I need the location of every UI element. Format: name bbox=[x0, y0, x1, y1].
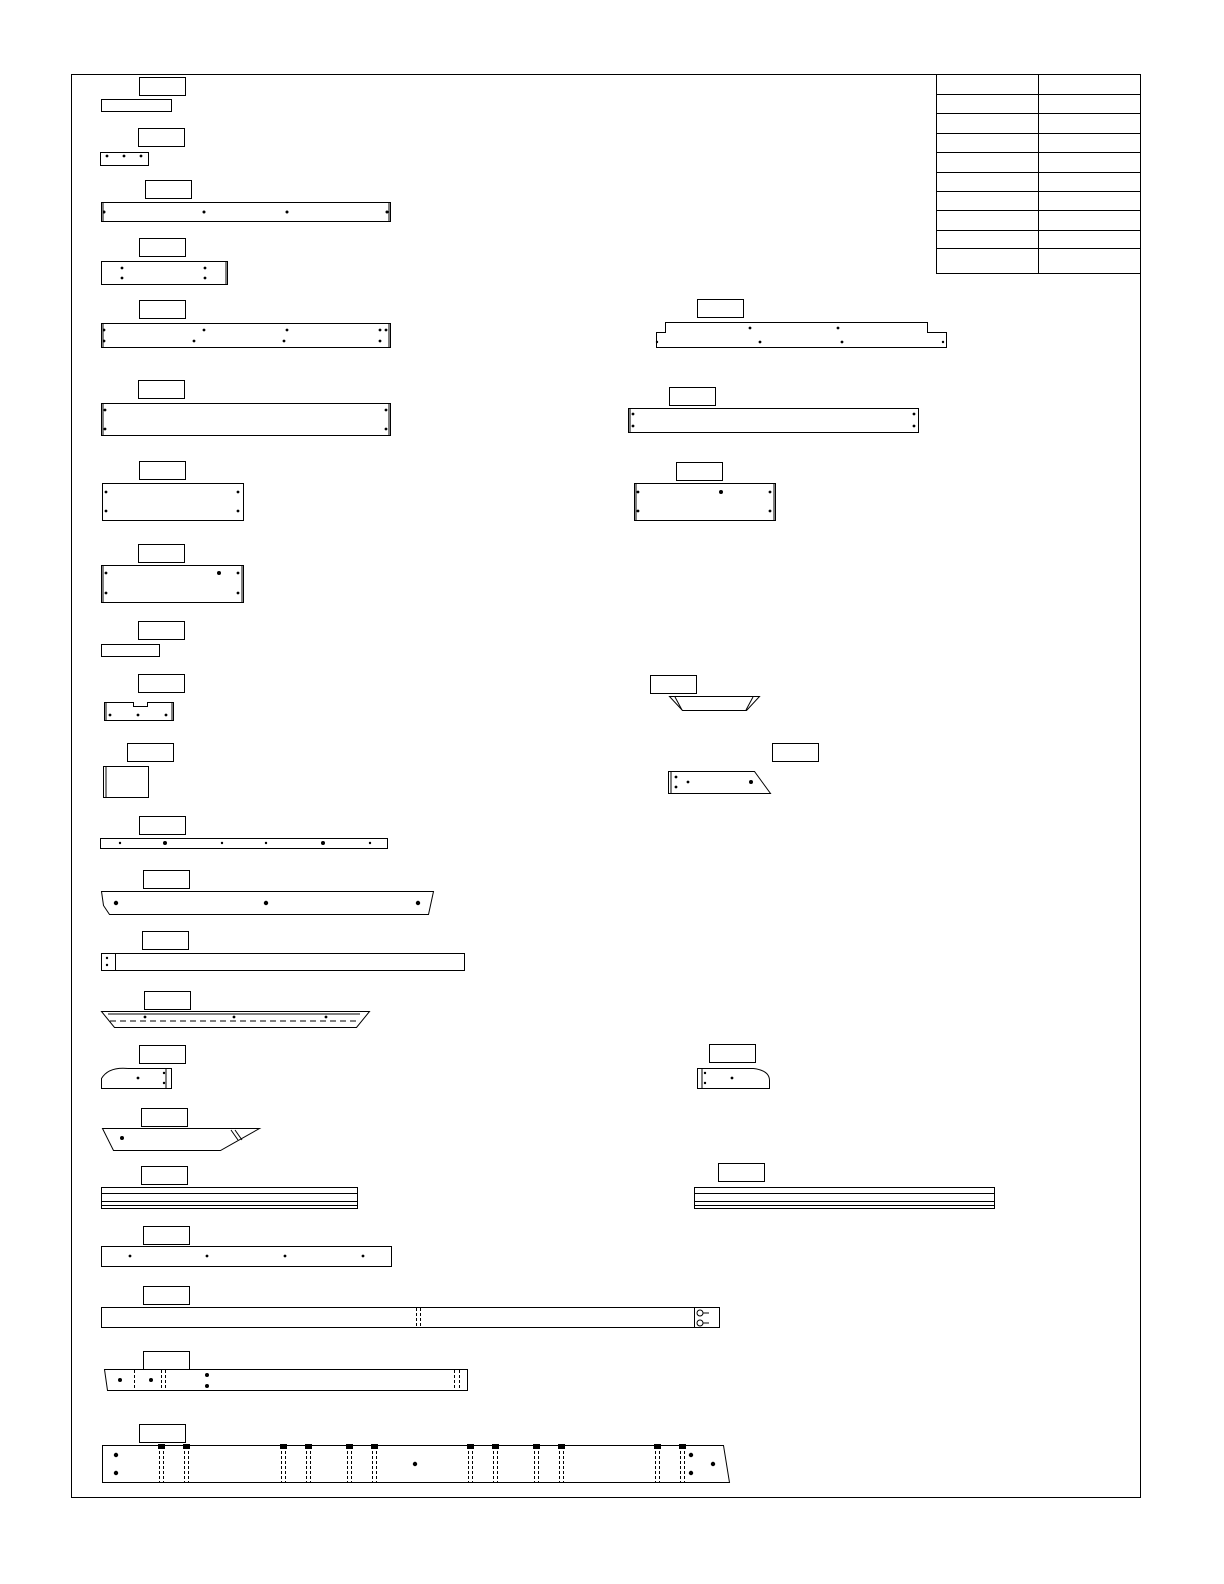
part-label-box bbox=[140, 301, 186, 319]
part-curved-bracket-right bbox=[698, 1069, 770, 1089]
part-label-box bbox=[651, 676, 697, 694]
part-label-box bbox=[773, 744, 819, 762]
part-long-tube bbox=[102, 1308, 720, 1328]
part-label-box bbox=[142, 1167, 188, 1185]
part-curved-bracket-left bbox=[102, 1068, 172, 1088]
part-notched-plate bbox=[105, 703, 174, 721]
part-label-box bbox=[142, 1109, 188, 1127]
part-angle-channel-1 bbox=[102, 1188, 358, 1209]
part-label-box bbox=[145, 992, 191, 1010]
part-panel-4 bbox=[102, 566, 244, 603]
part-panel-5 bbox=[635, 484, 776, 521]
part-joint-bar bbox=[105, 1370, 468, 1391]
part-trapezoid-channel bbox=[102, 1012, 370, 1028]
part-trapezoid-small bbox=[670, 697, 760, 711]
part-chamfered-bar bbox=[102, 892, 434, 915]
part-label-box bbox=[139, 675, 185, 693]
part-plate-2 bbox=[102, 262, 228, 285]
part-label-box bbox=[670, 388, 716, 406]
sheet-border bbox=[72, 75, 1141, 1498]
part-label-box bbox=[144, 1227, 190, 1245]
part-label-box bbox=[140, 462, 186, 480]
part-label-box bbox=[139, 381, 185, 399]
part-long-strip-tab bbox=[102, 954, 465, 971]
part-angle-channel-2 bbox=[695, 1188, 995, 1209]
part-main-beam bbox=[103, 1444, 730, 1483]
part-label-box bbox=[140, 1425, 186, 1443]
part-label-box bbox=[710, 1045, 756, 1063]
part-label-box bbox=[143, 932, 189, 950]
part-stepped-rail bbox=[656, 323, 947, 348]
title-block bbox=[937, 75, 1141, 274]
part-label-box bbox=[677, 463, 723, 481]
part-label-box bbox=[140, 239, 186, 257]
part-label-boxes bbox=[128, 78, 819, 1443]
part-wide-panel-1 bbox=[102, 404, 391, 436]
part-flat-bar-1 bbox=[102, 100, 172, 112]
part-label-box bbox=[140, 78, 186, 96]
part-rail-3 bbox=[102, 1247, 392, 1267]
part-label-box bbox=[698, 300, 744, 318]
part-small-block bbox=[104, 767, 149, 798]
part-label-box bbox=[139, 622, 185, 640]
part-label-box bbox=[139, 129, 185, 147]
part-flat-bar-2 bbox=[102, 645, 160, 657]
part-wide-panel-2 bbox=[629, 409, 919, 433]
part-label-box bbox=[719, 1164, 765, 1182]
part-panel-3 bbox=[103, 484, 244, 521]
part-rail-2 bbox=[102, 324, 391, 348]
part-wedge-plate bbox=[103, 1129, 260, 1151]
part-label-box bbox=[140, 1046, 186, 1064]
part-label-box bbox=[128, 744, 174, 762]
part-label-box bbox=[146, 181, 192, 199]
part-long-rail-1 bbox=[102, 203, 391, 222]
part-angled-bracket bbox=[669, 772, 771, 794]
part-small-plate-1 bbox=[101, 153, 149, 166]
part-label-box bbox=[139, 545, 185, 563]
part-label-box bbox=[144, 1287, 190, 1305]
part-label-box bbox=[144, 871, 190, 889]
part-thin-strip bbox=[101, 839, 388, 849]
part-label-box bbox=[140, 817, 186, 835]
part-label-box bbox=[144, 1352, 190, 1370]
